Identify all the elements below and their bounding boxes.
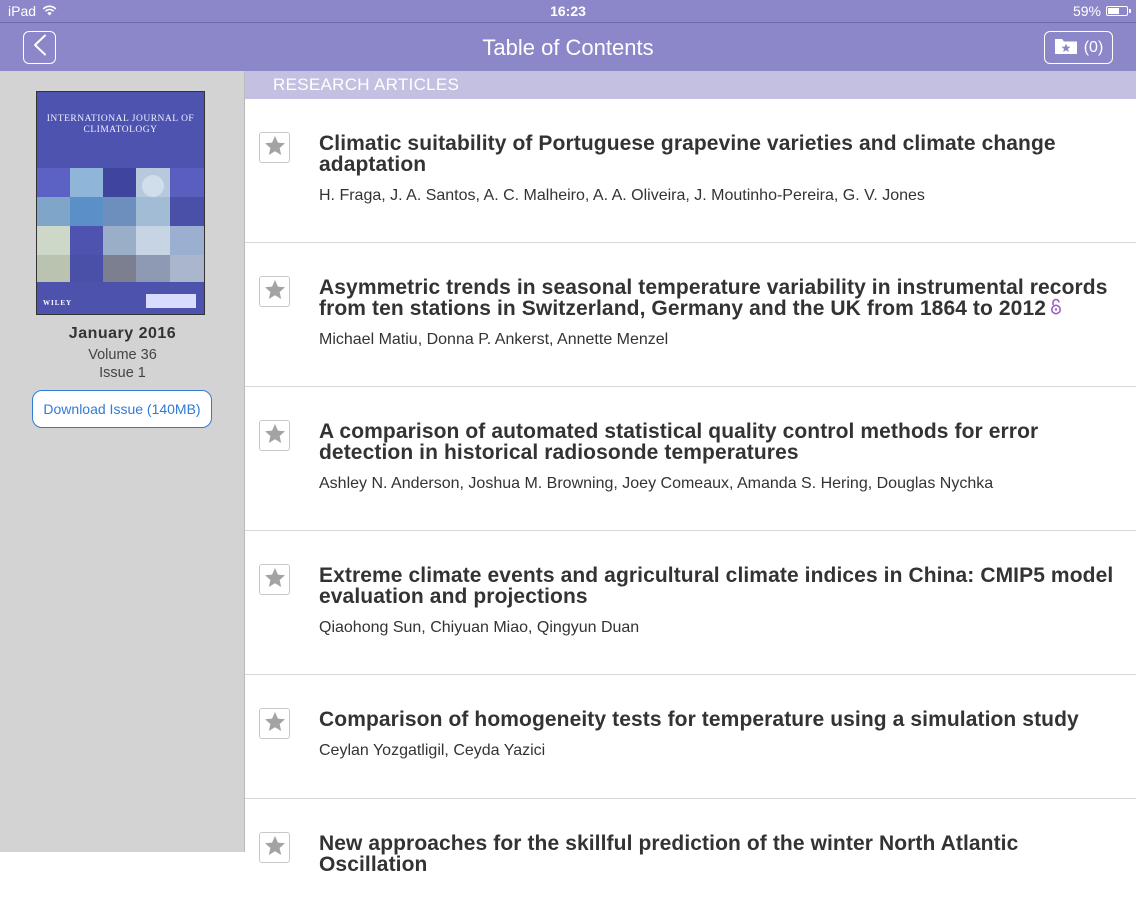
- bookmarks-button[interactable]: [1044, 31, 1113, 64]
- article-authors: Qiaohong Sun, Chiyuan Miao, Qingyun Duan: [319, 619, 640, 636]
- open-access-lock-icon: [1050, 298, 1062, 319]
- cover-society-logo: [146, 294, 196, 308]
- article-authors: Ceylan Yozgatligil, Ceyda Yazici: [319, 742, 546, 759]
- favorite-star-button[interactable]: [259, 564, 290, 595]
- device-label: iPad: [8, 3, 37, 19]
- bookmark-count: (0): [1083, 38, 1104, 56]
- star-icon: [264, 835, 286, 861]
- article-title: Comparison of homogeneity tests for temperature using a simulation study: [319, 708, 1079, 731]
- table-of-contents-list: [245, 71, 1136, 876]
- article-row[interactable]: [245, 243, 1136, 387]
- cover-publisher: WILEY: [43, 299, 73, 307]
- article-title: Extreme climate events and agricultural climate indices in China: CMIP5 model evaluation and projections: [319, 564, 1114, 608]
- issue-volume: Volume 36: [88, 347, 157, 363]
- star-icon: [264, 135, 286, 161]
- article-title: A comparison of automated statistical quality control methods for error detection in historical radiosonde temperatures: [319, 420, 1039, 464]
- download-issue-button[interactable]: Download Issue (140MB): [32, 390, 212, 428]
- cover-footer: [37, 282, 204, 314]
- status-time: 16:23: [550, 3, 586, 19]
- star-icon: [264, 711, 286, 737]
- star-icon: [264, 279, 286, 305]
- article-title: [319, 277, 1119, 319]
- section-header: RESEARCH ARTICLES: [245, 71, 1136, 99]
- battery-tip: [1129, 9, 1131, 13]
- issue-date: January 2016: [68, 325, 177, 342]
- issue-number: Issue 1: [99, 365, 146, 381]
- cover-image-grid: [37, 168, 204, 284]
- article-title: Climatic suitability of Portuguese grapevine varieties and climate change adaptation: [319, 132, 1056, 176]
- article-authors: Ashley N. Anderson, Joshua M. Browning, Joey Comeaux, Amanda S. Hering, Douglas Nychka: [319, 475, 994, 492]
- favorite-star-button[interactable]: [259, 276, 290, 307]
- cover-title: INTERNATIONAL JOURNAL OF CLIMATOLOGY: [46, 114, 195, 135]
- cover-header: [37, 92, 204, 168]
- article-row[interactable]: [245, 675, 1136, 799]
- favorite-star-button[interactable]: [259, 420, 290, 451]
- article-title-text: Asymmetric trends in seasonal temperature variability in instrumental records from ten stations in Switzerland, Germany and the UK from 1864 to 2012: [319, 276, 1108, 320]
- article-row[interactable]: [245, 799, 1136, 899]
- article-authors: Michael Matiu, Donna P. Ankerst, Annette Menzel: [319, 331, 669, 348]
- journal-cover[interactable]: [36, 91, 205, 315]
- article-title: New approaches for the skillful prediction of the winter North Atlantic Oscillation: [319, 832, 1019, 876]
- article-row[interactable]: [245, 99, 1136, 243]
- favorite-star-button[interactable]: [259, 708, 290, 739]
- battery-level-fill: [1108, 8, 1119, 14]
- article-authors: H. Fraga, J. A. Santos, A. C. Malheiro, A. A. Oliveira, J. Moutinho-Pereira, G. V. Jones: [319, 187, 925, 204]
- page-title: Table of Contents: [482, 35, 654, 60]
- status-bar: [0, 0, 1136, 22]
- nav-bar: [0, 22, 1136, 71]
- favorite-star-button[interactable]: [259, 832, 290, 863]
- issue-sidebar: [0, 71, 245, 852]
- star-folder-icon: [1054, 36, 1078, 60]
- favorite-star-button[interactable]: [259, 132, 290, 163]
- star-icon: [264, 423, 286, 449]
- star-icon: [264, 567, 286, 593]
- battery-percent: 59%: [1072, 3, 1101, 19]
- article-row[interactable]: [245, 531, 1136, 675]
- status-right: [1073, 3, 1128, 19]
- article-row[interactable]: [245, 387, 1136, 531]
- battery-icon: [1106, 6, 1128, 16]
